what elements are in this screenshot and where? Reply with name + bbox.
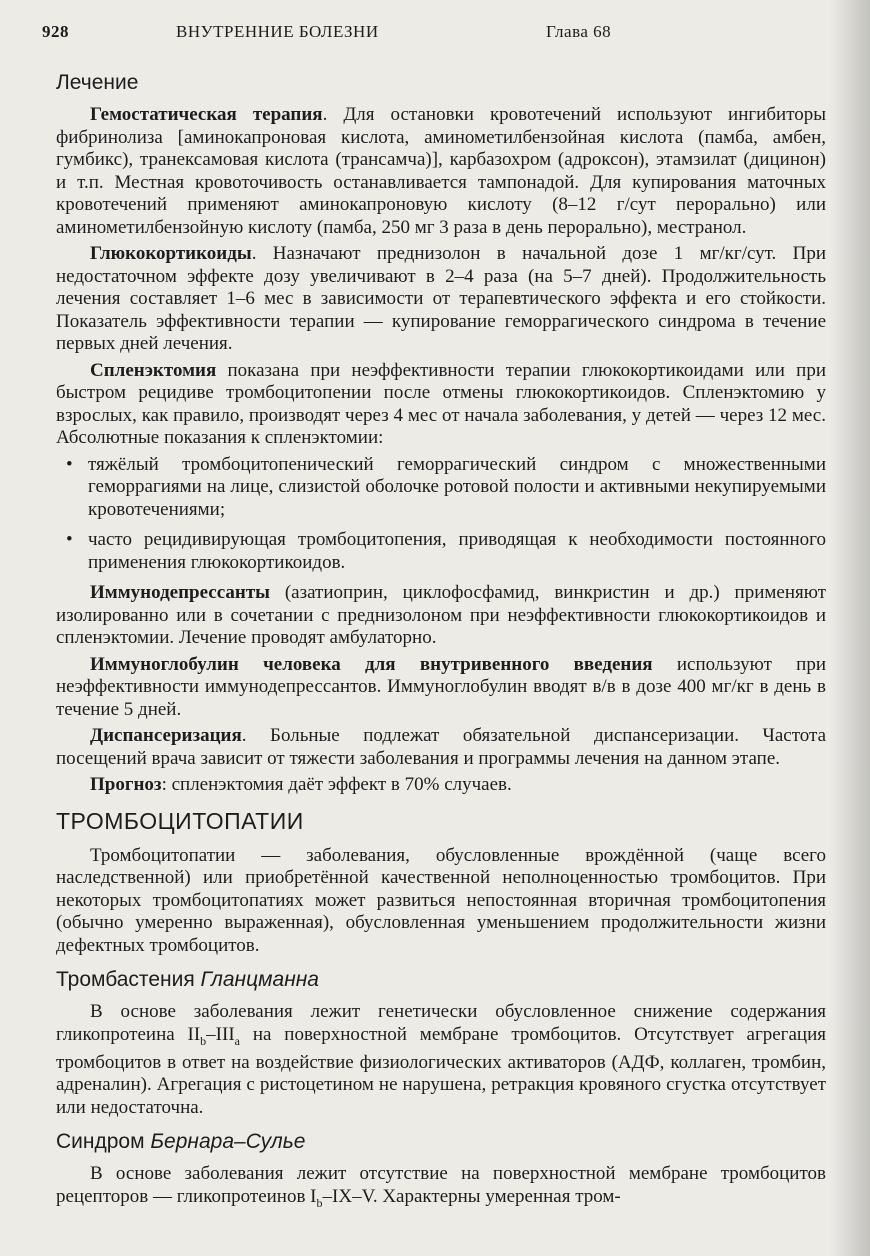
paragraph-immunosuppressants: Иммунодепрессанты (азатиоприн, циклофосфамид, винкристин и др.) применяют изолированно или в сочетании с преднизолоном при неэффективности глюкокортикоидов и спленэктомии. Лечение проводят амбулаторно. — [56, 582, 826, 648]
paragraph-ivig: Иммуноглобулин человека для внутривенного введения используют при неэффективности иммунодепрессантов. Иммуноглобулин вводят в/в в дозе 400 мг/кг в день в течение 5 дней. — [56, 653, 827, 720]
list-item: • часто рецидивирующая тромбоцитопения, приводящая к необходимости постоянного применения глюкокортикоидов. — [66, 529, 826, 573]
indications-list — [56, 454, 826, 575]
page-content — [56, 68, 826, 1214]
bullet-icon: • — [66, 529, 73, 550]
paragraph-glucocorticoids: Глюкокортикоиды. Назначают преднизолон в начальной дозе 1 мг/кг/сут. При недостаточном эффекте дозу увеличивают в 2–4 раза (на 5–7 дней). Продолжительность лечения составляет 1–6 мес в зависимости от терапевтического эффекта и его стойкости. Показатель эффективности терапии — купирование геморрагического синдрома в течение первых дней лечения. — [56, 243, 826, 354]
page-number: 928 — [42, 22, 69, 41]
chapter-heading-thrombocytopathies: ТРОМБОЦИТОПАТИИ — [56, 807, 304, 834]
paragraph-dispensary: Диспансеризация. Больные подлежат обязательной диспансеризации. Частота посещений врача зависит от тяжести заболевания и программы лечения на данном этапе. — [56, 725, 826, 769]
paragraph-splenectomy: Спленэктомия показана при неэффективности терапии глюкокортикоидами или при быстром рецидиве тромбоцитопении после отмены глюкокортикоидов. Спленэктомию у взрослых, как правило, производят через 4 мес от начала заболевания, у детей — через 12 мес. Абсолютные показания к спленэктомии: — [56, 359, 826, 448]
paragraph-glanzmann: В основе заболевания лежит генетически обусловленное снижение содержания гликопротеина $II_b-III_a$ на поверхностной мембране тромбоцитов. Отсутствует агрегация тромбоцитов в ответ на воздействие физиологических активаторов (АДФ, коллаген, тромбин, адреналин). Агрегация с ристоцетином не нарушена, ретракция кровяного сгустка отсутствует или недостаточна. — [56, 1001, 826, 1118]
paragraph-hemostatic: Гемостатическая терапия. Для остановки кровотечений используют ингибиторы фибринолиза [аминокапроновая кислота, аминометилбензойная кислота (памба, амбен, гумбикс), транексамовая кислота (трансамча)], карбазохром (адроксон), этамзилат (дицинон) и т.п. Местная кровоточивость останавливается тампонадой. Для купирования маточных кровотечений применяют аминокапроновую кислоту (8–12 г/сут перорально) или аминометилбензойную кислоту (памба, 250 мг 3 раза в день перорально), местранол. — [56, 104, 827, 238]
section-heading-glanzmann: Тромбастения Гланцманна — [56, 968, 319, 991]
page-edge-shadow — [830, 0, 870, 1256]
chapter-label: Глава 68 — [546, 22, 612, 41]
paragraph-prognosis: Прогноз: спленэктомия даёт эффект в 70% случаев. — [90, 774, 512, 795]
list-item: • тяжёлый тромбоцитопенический геморрагический синдром с множественными геморрагиями на лице, слизистой оболочке ротовой полости и активными некупируемыми кровотечениями; — [66, 453, 826, 520]
term-immunosuppressants: Иммунодепрессанты — [90, 582, 270, 603]
book-title: ВНУТРЕННИЕ БОЛЕЗНИ — [176, 22, 379, 41]
term-hemostatic: Гемостатическая терапия — [90, 104, 323, 125]
bullet-icon: • — [66, 453, 73, 475]
paragraph-thrombocytopathies: Тромбоцитопатии — заболевания, обусловленные врождённой (чаще всего наследственной) или приобретённой качественной неполноценностью тромбоцитов. При некоторых тромбоцитопатиях может развиться непостоянная вторичная тромбоцитопения (обычно умеренно выраженная), обусловленная уменьшением продолжительности жизни дефектных тромбоцитов. — [56, 844, 826, 956]
term-splenectomy: Спленэктомия — [90, 359, 217, 381]
term-ivig: Иммуноглобулин человека для внутривенного введения — [90, 653, 653, 675]
section-heading-treatment: Лечение — [56, 71, 139, 94]
term-dispensary: Диспансеризация — [90, 725, 242, 746]
running-header — [42, 22, 822, 48]
paragraph-bernard-soulier: В основе заболевания лежит отсутствие на поверхностной мембране тромбоцитов рецепторов — гликопротеинов $I_b-IX-V$. Характерны умеренная тром- — [56, 1163, 826, 1210]
term-prognosis: Прогноз — [90, 774, 162, 795]
section-heading-bernard-soulier: Синдром Бернара–Сулье — [56, 1130, 306, 1154]
term-glucocorticoids: Глюкокортикоиды — [90, 243, 252, 264]
